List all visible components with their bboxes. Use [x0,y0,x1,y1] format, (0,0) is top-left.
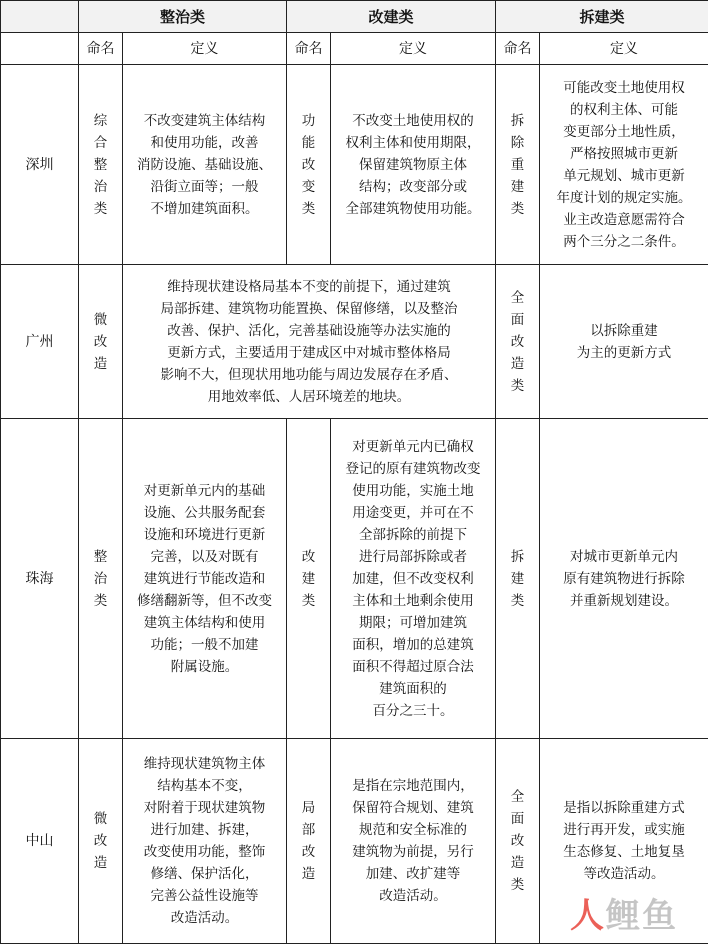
definition-cell: 不改变土地使用权的 权利主体和使用期限， 保留建筑物原主体 结构；改变部分或 全部建筑物使用功能。 [331,65,496,265]
name-cell: 局 部 改 造 [287,739,331,944]
definition-cell: 维持现状建筑物主体 结构基本不变， 对附着于现状建筑物 进行加建、拆建， 改变使用功能，整饰 修缮、保护活化， 完善公益性设施等 改造活动。 [123,739,287,944]
header-corner [1,1,79,33]
subheader-corner [1,33,79,65]
name-cell: 改 建 类 [287,419,331,739]
category-header-row [1,1,708,33]
city-cell: 广州 [1,265,79,419]
watermark-logo [570,888,678,937]
subheader-definition: 定义 [331,33,496,65]
name-cell: 全 面 改 造 类 [496,739,540,944]
city-cell: 深圳 [1,65,79,265]
name-cell: 拆 除 重 建 类 [496,65,540,265]
table-row-shenzhen [1,65,708,265]
definition-cell: 是指以拆除重建方式 进行再开发，或实施 生态修复、土地复垦 等改造活动。 [540,739,708,944]
header-category-renovation: 整治类 [79,1,287,33]
city-cell: 中山 [1,739,79,944]
definition-cell-merged: 维持现状建设格局基本不变的前提下，通过建筑 局部拆建、建筑物功能置换、保留修缮，以及整治 改善、保护、活化，完善基础设施等办法实施的 更新方式，主要适用于建成区中对城市整体格局 影响不大，但现状用地功能与周边发展存在矛盾、 用地效率低、人居环境差的地块。 [123,265,496,419]
table-row-zhuhai [1,419,708,739]
subheader-name: 命名 [79,33,123,65]
table-row-guangzhou [1,265,708,419]
definition-cell: 可能改变土地使用权 的权利主体、可能 变更部分土地性质， 严格按照城市更新 单元规划、城市更新 年度计划的规定实施。 业主改造意愿需符合 两个三分之二条件。 [540,65,708,265]
subheader-definition: 定义 [123,33,287,65]
definition-cell: 对城市更新单元内 原有建筑物进行拆除 并重新规划建设。 [540,419,708,739]
subheader-name: 命名 [496,33,540,65]
name-cell: 整 治 类 [79,419,123,739]
definition-cell: 不改变建筑主体结构 和使用功能，改善 消防设施、基础设施、 沿街立面等；一般 不增加建筑面积。 [123,65,287,265]
name-cell: 微 改 造 [79,739,123,944]
definition-cell: 对更新单元内的基础 设施、公共服务配套 设施和环境进行更新 完善，以及对既有 建筑进行节能改造和 修缮翻新等，但不改变 建筑主体结构和使用 功能；一般不加建 附属设施。 [123,419,287,739]
watermark-part2: 鲤鱼 [606,896,678,936]
name-cell: 功 能 改 变 类 [287,65,331,265]
city-cell: 珠海 [1,419,79,739]
definition-cell: 是指在宗地范围内， 保留符合规划、建筑 规范和安全标准的 建筑物为前提，另行 加建、改扩建等 改造活动。 [331,739,496,944]
watermark-part1: 人 [570,896,606,936]
subheader-row [1,33,708,65]
subheader-definition: 定义 [540,33,708,65]
subheader-name: 命名 [287,33,331,65]
name-cell: 微 改 造 [79,265,123,419]
definition-cell: 对更新单元内已确权 登记的原有建筑物改变 使用功能，实施土地 用途变更，并可在不 全部拆除的前提下 进行局部拆除或者 加建，但不改变权利 主体和土地剩余使用 期限；可增加建筑 面积，增加的总建筑 面积不得超过原合法 建筑面积的 百分之三十。 [331,419,496,739]
header-category-reconstruction: 改建类 [287,1,496,33]
definition-cell: 以拆除重建 为主的更新方式 [540,265,708,419]
name-cell: 全 面 改 造 类 [496,265,540,419]
name-cell: 综 合 整 治 类 [79,65,123,265]
header-category-demolition: 拆建类 [496,1,708,33]
name-cell: 拆 建 类 [496,419,540,739]
